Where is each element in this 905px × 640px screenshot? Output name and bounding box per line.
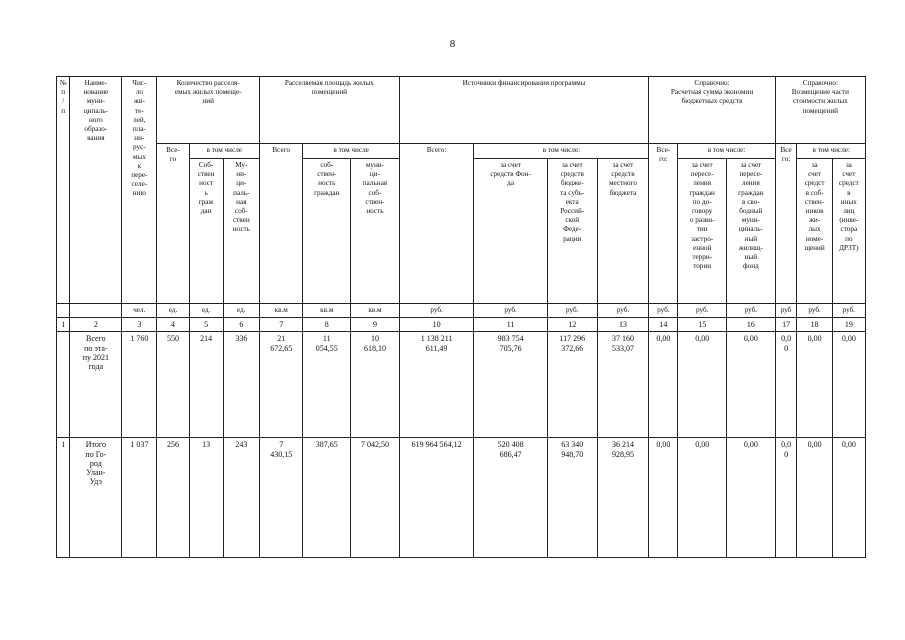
table-cell: 550 bbox=[157, 332, 189, 438]
table-cell: 0,00 bbox=[649, 438, 678, 558]
table-cell: 0,00 bbox=[727, 438, 776, 558]
header-economy-group: Справочно: Расчетная сумма экономии бюджетных средств bbox=[649, 77, 775, 144]
unit-cell-empty bbox=[57, 304, 70, 318]
table-cell: 7 430,15 bbox=[259, 438, 303, 558]
column-number: 13 bbox=[597, 318, 649, 332]
unit-cell: руб. bbox=[797, 304, 832, 318]
table-cell: 983 754 705,76 bbox=[474, 332, 548, 438]
header-compensation-including: в том числе: bbox=[797, 144, 866, 159]
header-num: № п / п bbox=[57, 77, 70, 304]
header-compensation-total: Все го: bbox=[775, 144, 797, 304]
header-compensation-owners: за счет средст в соб- ствен- ников жи- лых номе- щений bbox=[797, 159, 832, 304]
table-cell: 214 bbox=[189, 332, 223, 438]
header-row-including bbox=[57, 144, 866, 159]
unit-cell-empty bbox=[70, 304, 122, 318]
table-cell: 10 618,10 bbox=[351, 332, 400, 438]
unit-cell: кв.м bbox=[259, 304, 303, 318]
table-cell: 0,00 bbox=[678, 332, 727, 438]
header-economy-total: Все- го: bbox=[649, 144, 678, 304]
table-cell: 243 bbox=[223, 438, 259, 558]
column-number: 7 bbox=[259, 318, 303, 332]
header-sources-fund: за счет средств Фон- да bbox=[474, 159, 548, 304]
table-cell: 0,0 0 bbox=[775, 332, 797, 438]
header-rooms-total: Все- го bbox=[157, 144, 189, 304]
table-cell: 619 964 564,12 bbox=[399, 438, 474, 558]
table-row bbox=[57, 332, 866, 438]
column-number: 10 bbox=[399, 318, 474, 332]
unit-cell: ед. bbox=[223, 304, 259, 318]
table-cell: 63 340 948,70 bbox=[547, 438, 597, 558]
header-rooms-muni: Му- ни- ци- паль- ная соб- ствен ность bbox=[223, 159, 259, 304]
header-sources-local: за счет средств местного бюджета bbox=[597, 159, 649, 304]
header-residents: Чис- ло жи- те- лей, пла- ни- рус- мых к пере- селе- нию bbox=[122, 77, 157, 304]
unit-cell: руб. bbox=[678, 304, 727, 318]
table-cell: 1 037 bbox=[122, 438, 157, 558]
header-area-total: Всего bbox=[259, 144, 303, 304]
column-number: 4 bbox=[157, 318, 189, 332]
header-sources-subject: за счет средств бюдже- та субъ- екта Россий- ской Феде- рации bbox=[547, 159, 597, 304]
column-number: 9 bbox=[351, 318, 400, 332]
column-number: 3 bbox=[122, 318, 157, 332]
header-row-groups bbox=[57, 77, 866, 144]
unit-cell: руб. bbox=[727, 304, 776, 318]
resettlement-table bbox=[56, 76, 866, 558]
table-cell: 1 138 211 611,49 bbox=[399, 332, 474, 438]
unit-cell: руб. bbox=[832, 304, 865, 318]
header-economy-including: в том числе: bbox=[678, 144, 775, 159]
table-cell: 11 054,55 bbox=[303, 332, 351, 438]
table-row bbox=[57, 438, 866, 558]
header-economy-development: за счет пересе- ления граждан по до- говору о разви- тии застро- енной терри- тории bbox=[678, 159, 727, 304]
unit-cell: кв.м bbox=[303, 304, 351, 318]
unit-cell: руб. bbox=[474, 304, 548, 318]
table-cell: 0,00 bbox=[797, 438, 832, 558]
header-name: Наиме- нование муни- ципаль- ного образо- вания bbox=[70, 77, 122, 304]
page-number: 8 bbox=[449, 38, 456, 50]
column-number: 18 bbox=[797, 318, 832, 332]
unit-cell: кв.м bbox=[351, 304, 400, 318]
header-compensation-group: Справочно: Возмещение части стоимости жилых помещений bbox=[775, 77, 865, 144]
unit-cell: руб bbox=[775, 304, 797, 318]
column-number: 5 bbox=[189, 318, 223, 332]
table-cell: 117 296 372,66 bbox=[547, 332, 597, 438]
table-cell: 0,00 bbox=[832, 438, 865, 558]
header-rooms-group: Количество расселя- емых жилых помеще- ний bbox=[157, 77, 260, 144]
header-compensation-other: за счет средст в иных лиц (инве- стора по ДРЗТ) bbox=[832, 159, 865, 304]
row-name: Итого по Го- род Улан- Удэ bbox=[70, 438, 122, 558]
table-cell: 13 bbox=[189, 438, 223, 558]
table-cell: 336 bbox=[223, 332, 259, 438]
column-number: 11 bbox=[474, 318, 548, 332]
column-number: 8 bbox=[303, 318, 351, 332]
table-cell: 0,00 bbox=[649, 332, 678, 438]
header-rooms-including: в том числе bbox=[189, 144, 259, 159]
column-number: 2 bbox=[70, 318, 122, 332]
header-economy-free-fund: за счет пересе- ления граждан в сво- бодный муни- циналь- ный жилищ- ный фонд bbox=[727, 159, 776, 304]
unit-cell: ед. bbox=[157, 304, 189, 318]
table-cell: 36 214 928,95 bbox=[597, 438, 649, 558]
units-row bbox=[57, 304, 866, 318]
header-area-including: в том числе bbox=[303, 144, 399, 159]
row-number bbox=[57, 332, 70, 438]
column-number: 16 bbox=[727, 318, 776, 332]
header-sources-group: Источники финансирования программы bbox=[399, 77, 649, 144]
row-name: Всего по эта- пу 2021 года bbox=[70, 332, 122, 438]
table-cell: 256 bbox=[157, 438, 189, 558]
row-number: 1 bbox=[57, 438, 70, 558]
table-cell: 7 042,50 bbox=[351, 438, 400, 558]
table-cell: 520 408 686,47 bbox=[474, 438, 548, 558]
unit-cell: ед. bbox=[189, 304, 223, 318]
unit-cell: руб. bbox=[547, 304, 597, 318]
table-cell: 37 160 533,07 bbox=[597, 332, 649, 438]
table-cell: 0,0 0 bbox=[775, 438, 797, 558]
unit-cell: руб. bbox=[399, 304, 474, 318]
column-number: 14 bbox=[649, 318, 678, 332]
header-rooms-own: Соб- ствен ност ь граж дан bbox=[189, 159, 223, 304]
column-number: 1 bbox=[57, 318, 70, 332]
column-number: 15 bbox=[678, 318, 727, 332]
unit-cell: чел. bbox=[122, 304, 157, 318]
column-number: 12 bbox=[547, 318, 597, 332]
table-cell: 0,00 bbox=[832, 332, 865, 438]
header-area-group: Расселяемая площадь жилых помещений bbox=[259, 77, 399, 144]
column-number: 17 bbox=[775, 318, 797, 332]
table-cell: 1 760 bbox=[122, 332, 157, 438]
unit-cell: руб. bbox=[649, 304, 678, 318]
header-area-own: соб- ствен- ность граждан bbox=[303, 159, 351, 304]
table-cell: 0,00 bbox=[797, 332, 832, 438]
column-number: 6 bbox=[223, 318, 259, 332]
table-cell: 0,00 bbox=[678, 438, 727, 558]
column-number: 19 bbox=[832, 318, 865, 332]
header-sources-total: Всего: bbox=[399, 144, 474, 304]
header-sources-including: в том числе: bbox=[474, 144, 649, 159]
column-numbers-row bbox=[57, 318, 866, 332]
table-cell: 0,00 bbox=[727, 332, 776, 438]
table-cell: 387,65 bbox=[303, 438, 351, 558]
unit-cell: руб. bbox=[597, 304, 649, 318]
table-cell: 21 672,65 bbox=[259, 332, 303, 438]
header-area-muni: муни- ци- пальная соб- ствен- ность bbox=[351, 159, 400, 304]
